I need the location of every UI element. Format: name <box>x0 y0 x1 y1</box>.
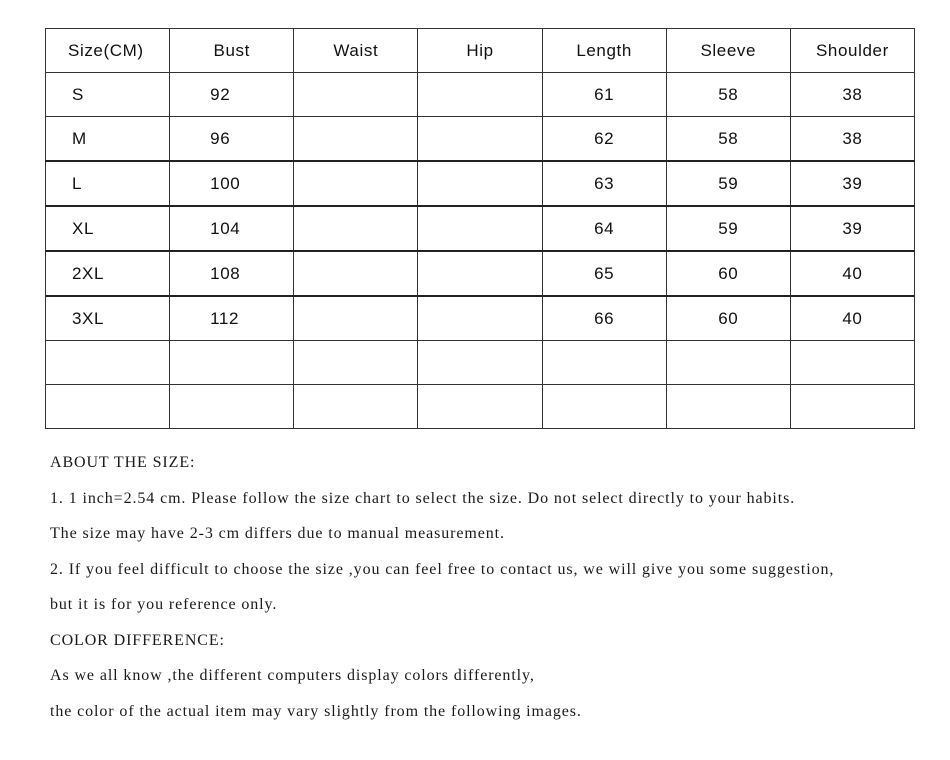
cell-bust <box>170 385 294 429</box>
cell-sleeve: 59 <box>666 161 790 206</box>
color-difference-heading: COLOR DIFFERENCE: <box>50 631 225 649</box>
cell-hip <box>418 206 542 251</box>
cell-waist <box>294 73 418 117</box>
note-line: but it is for you reference only. <box>50 596 278 613</box>
cell-length: 66 <box>542 296 666 341</box>
header-sleeve: Sleeve <box>666 29 790 73</box>
cell-hip <box>418 341 542 385</box>
cell-waist <box>294 341 418 385</box>
cell-size: 3XL <box>46 296 170 341</box>
table-row-empty <box>46 385 915 429</box>
cell-waist <box>294 117 418 162</box>
cell-size: L <box>46 161 170 206</box>
table-row <box>46 251 915 296</box>
cell-length: 65 <box>542 251 666 296</box>
cell-waist <box>294 296 418 341</box>
cell-waist <box>294 206 418 251</box>
cell-hip <box>418 385 542 429</box>
cell-sleeve: 58 <box>666 73 790 117</box>
cell-sleeve <box>666 341 790 385</box>
cell-sleeve: 60 <box>666 296 790 341</box>
size-chart-table <box>45 28 915 429</box>
cell-shoulder: 40 <box>790 251 914 296</box>
note-line: 1. 1 inch=2.54 cm. Please follow the size chart to select the size. Do not select directly to your habits. <box>50 489 796 507</box>
cell-size: S <box>46 73 170 117</box>
header-waist: Waist <box>294 29 418 73</box>
cell-length: 64 <box>542 206 666 251</box>
cell-hip <box>418 161 542 206</box>
header-size: Size(CM) <box>46 29 170 73</box>
size-notes <box>50 450 945 734</box>
cell-bust <box>170 341 294 385</box>
table-row <box>46 296 915 341</box>
cell-bust: 100 <box>170 161 294 206</box>
cell-size <box>46 385 170 429</box>
table-header-row <box>46 29 915 73</box>
cell-length <box>542 385 666 429</box>
table-row <box>46 161 915 206</box>
header-length: Length <box>542 29 666 73</box>
cell-shoulder: 38 <box>790 117 914 162</box>
cell-shoulder <box>790 385 914 429</box>
cell-waist <box>294 385 418 429</box>
cell-length: 62 <box>542 117 666 162</box>
cell-hip <box>418 296 542 341</box>
cell-sleeve: 58 <box>666 117 790 162</box>
header-hip: Hip <box>418 29 542 73</box>
cell-bust: 112 <box>170 296 294 341</box>
cell-sleeve: 60 <box>666 251 790 296</box>
cell-shoulder: 38 <box>790 73 914 117</box>
note-line: As we all know ,the different computers display colors differently, <box>50 667 535 684</box>
cell-waist <box>294 161 418 206</box>
cell-size: M <box>46 117 170 162</box>
table-row <box>46 206 915 251</box>
cell-shoulder: 39 <box>790 206 914 251</box>
cell-bust: 104 <box>170 206 294 251</box>
cell-sleeve: 59 <box>666 206 790 251</box>
cell-size <box>46 341 170 385</box>
cell-shoulder <box>790 341 914 385</box>
cell-size: XL <box>46 206 170 251</box>
cell-shoulder: 40 <box>790 296 914 341</box>
cell-hip <box>418 251 542 296</box>
cell-bust: 92 <box>170 73 294 117</box>
table-row <box>46 117 915 162</box>
cell-bust: 96 <box>170 117 294 162</box>
cell-length <box>542 341 666 385</box>
header-bust: Bust <box>170 29 294 73</box>
cell-length: 63 <box>542 161 666 206</box>
cell-bust: 108 <box>170 251 294 296</box>
table-row-empty <box>46 341 915 385</box>
header-shoulder: Shoulder <box>790 29 914 73</box>
note-line: the color of the actual item may vary slightly from the following images. <box>50 702 582 720</box>
cell-waist <box>294 251 418 296</box>
cell-length: 61 <box>542 73 666 117</box>
note-line: 2. If you feel difficult to choose the size ,you can feel free to contact us, we will give you some suggestion, <box>50 560 835 578</box>
table-row <box>46 73 915 117</box>
cell-sleeve <box>666 385 790 429</box>
cell-hip <box>418 117 542 162</box>
cell-size: 2XL <box>46 251 170 296</box>
about-size-heading: ABOUT THE SIZE: <box>50 454 196 471</box>
cell-shoulder: 39 <box>790 161 914 206</box>
note-line: The size may have 2-3 cm differs due to manual measurement. <box>50 525 505 542</box>
cell-hip <box>418 73 542 117</box>
